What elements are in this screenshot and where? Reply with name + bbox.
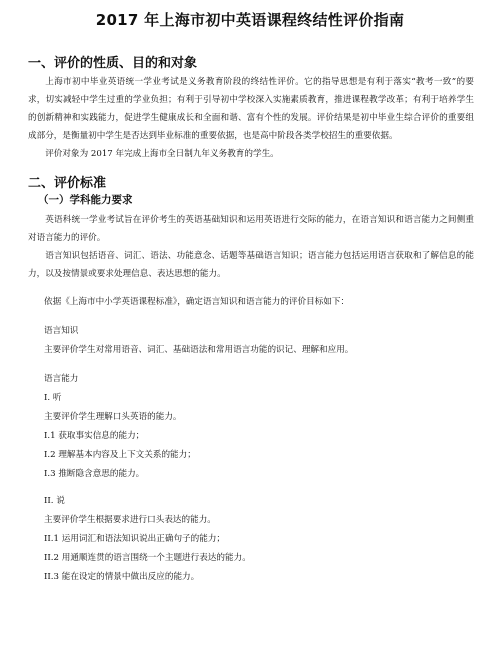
list-item-speaking-2: II.2 用通顺连贯的语言围绕一个主题进行表达的能力。: [44, 553, 251, 563]
paragraph-evaluation-target: 评价对象为 2017 年完成上海市全日制九年义务教育的学生。: [45, 149, 279, 159]
label-listening: I. 听: [44, 393, 62, 403]
label-language-knowledge: 语言知识: [44, 326, 79, 336]
paragraph-guiding-principle: 上海市初中毕业英语统一学业考试是义务教育阶段的终结性评价。它的指导思想是有利于落实“教考一致”的要求，切实减轻中学生过重的学业负担；有利于引导初中学校深入实施素质教育，推进课程教学改革；有利于培养学生的创新精神和实践能力，促进学生健康成长和全面和谐、富有个性的发展。评价结果是初中毕业生综合评价的重要组成部分，是衡量初中学生是否达到毕业标准的重要依据，也是高中阶段各类学校招生的重要依据。: [28, 77, 474, 141]
list-item-speaking-3: II.3 能在设定的情景中做出反应的能力。: [44, 572, 200, 582]
document-title: 2017 年上海市初中英语课程终结性评价指南: [95, 11, 405, 29]
desc-speaking: 主要评价学生根据要求进行口头表达的能力。: [44, 515, 216, 525]
label-language-ability: 语言能力: [44, 374, 79, 384]
section-heading-standards: 二、评价标准: [28, 176, 107, 191]
subsection-heading-ability: （一）学科能力要求: [38, 194, 133, 206]
document-body: [28, 55, 474, 587]
paragraph-curriculum-basis: 依据《上海市中小学英语课程标准》，确定语言知识和语言能力的评价目标如下：: [44, 297, 350, 307]
desc-listening: 主要评价学生理解口头英语的能力。: [44, 412, 182, 422]
list-item-listening-2: I.2 理解基本内容及上下文关系的能力；: [44, 450, 196, 460]
section-heading-nature: 一、评价的性质、目的和对象: [28, 56, 198, 71]
desc-language-knowledge: 主要评价学生对常用语音、词汇、基础语法和常用语言功能的识记、理解和应用。: [44, 345, 354, 355]
paragraph-exam-purpose: 英语科统一学业考试旨在评价考生的英语基础知识和运用英语进行交际的能力，在语言知识和语言能力之间侧重对语言能力的评价。: [28, 215, 474, 243]
list-item-listening-3: I.3 推断隐含意思的能力。: [44, 469, 145, 479]
list-item-speaking-1: II.1 运用词汇和语法知识说出正确句子的能力；: [44, 534, 226, 544]
list-item-listening-1: I.1 获取事实信息的能力；: [44, 431, 145, 441]
label-speaking: II. 说: [44, 496, 65, 506]
paragraph-knowledge-ability-definition: 语言知识包括语音、词汇、语法、功能意念、话题等基础语言知识；语言能力包括运用语言获取和了解信息的能力，以及按情景或要求处理信息、表达思想的能力。: [28, 251, 474, 279]
